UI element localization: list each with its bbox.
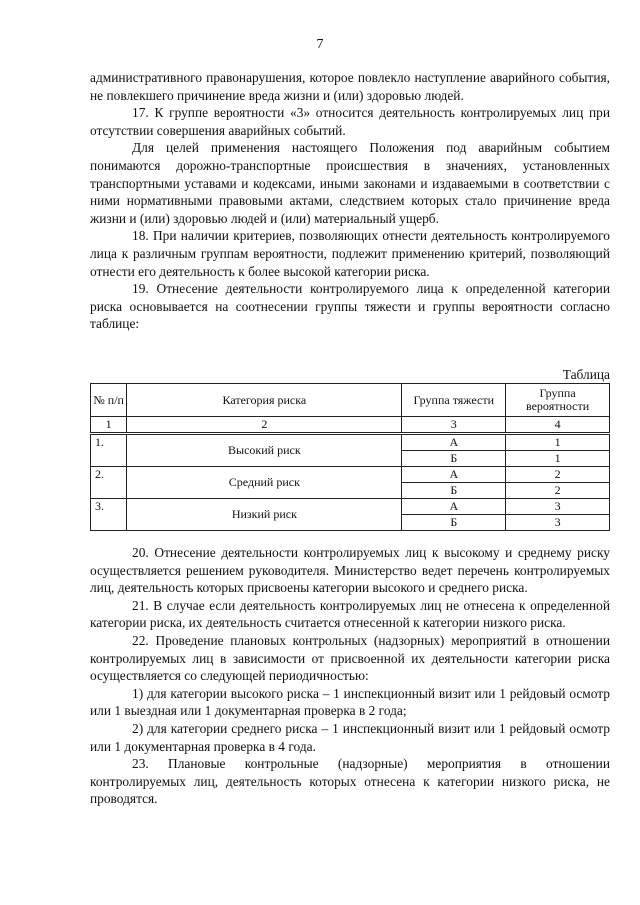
table-cell: Б — [402, 515, 506, 531]
risk-table — [90, 383, 610, 531]
table-header-row — [91, 384, 610, 417]
table-cell: Б — [402, 483, 506, 499]
table-cell: 4 — [506, 417, 610, 434]
table-cell: 3 — [506, 499, 610, 515]
header-probability: Группа вероятности — [506, 384, 610, 417]
page-number: 7 — [316, 37, 324, 52]
table-cell: 3 — [506, 515, 610, 531]
table-cell: 2 — [506, 483, 610, 499]
header-severity: Группа тяжести — [402, 384, 506, 417]
paragraph: 18. При наличии критериев, позволяющих отнести деятельность контролируемого лица к различным группам вероятности, подлежит применению критерий, позволяющий отнести его деятельность к более высокой категории риска. — [90, 228, 610, 279]
table-cell: Б — [402, 451, 506, 467]
row-num: 3. — [91, 499, 127, 531]
header-category: Категория риска — [127, 384, 402, 417]
paragraph: 1) для категории высокого риска – 1 инспекционный визит или 1 рейдовый осмотр или 1 выездная или 1 документарная проверка в 2 года; — [90, 685, 610, 719]
paragraph: 22. Проведение плановых контрольных (надзорных) мероприятий в отношении контролируемых лиц в зависимости от присвоенной их деятельности категории риска осуществляется со следующей периодичностью: — [90, 632, 610, 684]
table-cell: А — [402, 499, 506, 515]
table-cell: А — [402, 467, 506, 483]
text-block-bottom — [90, 544, 610, 808]
paragraph: 17. К группе вероятности «3» относится деятельность контролируемых лиц при отсутствии совершения аварийных событий. — [90, 105, 610, 138]
table-cell: 3 — [402, 417, 506, 434]
table-numbering-row — [91, 417, 610, 434]
paragraph: 19. Отнесение деятельности контролируемого лица к определенной категории риска основывается на соотнесении группы тяжести и группы вероятности согласно таблице: — [90, 281, 610, 332]
row-category: Низкий риск — [127, 499, 402, 531]
table-row — [91, 434, 610, 451]
header-num: № п/п — [91, 384, 127, 417]
paragraph: 21. В случае если деятельность контролируемых лиц не отнесена к определенной категории риска, их деятельность считается отнесенной к категории низкого риска. — [90, 597, 610, 631]
paragraph: 2) для категории среднего риска – 1 инспекционный визит или 1 рейдовый осмотр или 1 документарная проверка в 4 года. — [90, 720, 610, 754]
table-row — [91, 499, 610, 515]
table-cell: 2 — [506, 467, 610, 483]
table-cell: 1 — [506, 434, 610, 451]
text-block-top — [90, 69, 610, 333]
table-caption: Таблица — [562, 367, 610, 382]
paragraph: 23. Плановые контрольные (надзорные) мероприятия в отношении контролируемых лиц, деятельность которых отнесена к категории низкого риска, не проводятся. — [90, 756, 610, 807]
table-cell: А — [402, 434, 506, 451]
paragraph: Для целей применения настоящего Положения под аварийным событием понимаются дорожно-транспортные происшествия в значениях, установленных транспортными уставами и кодексами, иными законами и издаваемыми в соответствии с ними нормативными правовыми актами, следствием которых стало причинение вреда жизни и (или) здоровью людей и (или) материальный ущерб. — [90, 140, 610, 226]
table-cell: 1 — [506, 451, 610, 467]
table-row — [91, 467, 610, 483]
row-category: Средний риск — [127, 467, 402, 499]
row-category: Высокий риск — [127, 434, 402, 467]
table-cell: 1 — [91, 417, 127, 434]
row-num: 2. — [91, 467, 127, 499]
paragraph: административного правонарушения, которое повлекло наступление аварийного события, не повлекшего причинение вреда жизни и (или) здоровью людей. — [90, 70, 610, 103]
paragraph: 20. Отнесение деятельности контролируемых лиц к высокому и среднему риску осуществляется решением руководителя. Министерство ведет перечень контролируемых лиц, деятельность которых присвоены категории высокого и среднего риска. — [90, 545, 610, 596]
table-cell: 2 — [127, 417, 402, 434]
row-num: 1. — [91, 434, 127, 467]
